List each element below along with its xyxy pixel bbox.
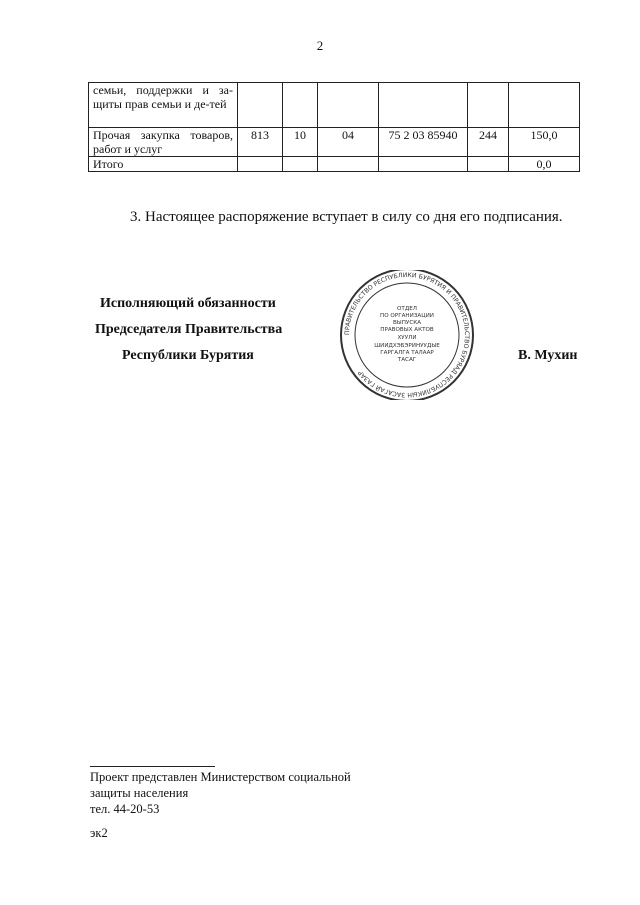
seal-line: ГАРГАЛГА ТАЛААР <box>380 350 434 356</box>
table-cell <box>318 157 379 172</box>
table-cell <box>379 157 468 172</box>
table-cell: 75 2 03 85940 <box>379 128 468 157</box>
seal-line: ШИИДХЭБЭРИНУУДЫЕ <box>374 343 440 349</box>
table-cell <box>468 83 509 128</box>
table-cell: 150,0 <box>509 128 580 157</box>
seal-line: ОТДЕЛ <box>397 306 417 312</box>
table-cell: 244 <box>468 128 509 157</box>
table-row <box>89 128 580 157</box>
seal-line: ТАСАГ <box>397 357 417 363</box>
table-cell-description: семьи, поддержки и за-щиты прав семьи и де-тей <box>89 83 238 128</box>
official-seal <box>337 270 477 400</box>
seal-line: ПО ОРГАНИЗАЦИИ <box>380 313 434 319</box>
document-code: эк2 <box>90 826 108 840</box>
table-cell <box>318 83 379 128</box>
table-cell <box>238 83 283 128</box>
table-cell <box>468 157 509 172</box>
signatory-title-line3: Республики Бурятия <box>122 348 254 363</box>
table-row <box>89 157 580 172</box>
seal-line: ПРАВОВЫХ АКТОВ <box>380 327 434 333</box>
seal-outer-text: ПРАВИТЕЛЬСТВО РЕСПУБЛИКИ БУРЯТИЯ И ПРАВИТЕЛЬСТВО БУРЯАД РЕСПУБЛИКЫН ЗАСАГАЙ ГАЗАР <box>343 271 471 399</box>
table-cell: 10 <box>283 128 318 157</box>
table-cell: 04 <box>318 128 379 157</box>
seal-line: ХУУЛИ <box>397 335 417 341</box>
clause-3: 3. Настоящее распоряжение вступает в силу со дня его подписания. <box>130 209 563 225</box>
table-row <box>89 83 580 128</box>
budget-table <box>88 82 580 172</box>
table-cell-description: Прочая закупка товаров, работ и услуг <box>89 128 238 157</box>
footnote-divider <box>90 766 215 767</box>
table-cell: 0,0 <box>509 157 580 172</box>
page-number: 2 <box>316 38 324 53</box>
footnote-line2: защиты населения <box>90 786 189 800</box>
signatory-title-line2: Председателя Правительства <box>95 322 283 337</box>
footnote-line1: Проект представлен Министерством социальной <box>90 770 351 784</box>
table-cell <box>509 83 580 128</box>
table-cell: 813 <box>238 128 283 157</box>
table-cell-description: Итого <box>89 157 238 172</box>
table-cell <box>379 83 468 128</box>
table-cell <box>283 83 318 128</box>
table-cell <box>283 157 318 172</box>
signatory-title-line1: Исполняющий обязанности <box>100 296 276 311</box>
seal-line: ВЫПУСКА <box>392 320 422 326</box>
signatory-name: В. Мухин <box>518 348 578 363</box>
table-cell <box>238 157 283 172</box>
footnote-phone: тел. 44-20-53 <box>90 802 160 816</box>
